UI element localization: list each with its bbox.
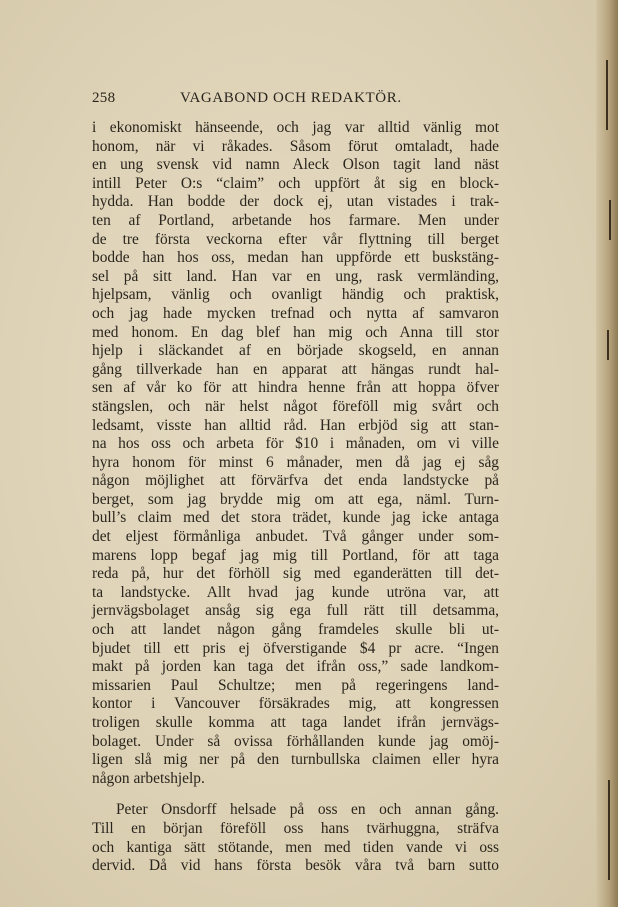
text-line: Till en början föreföll oss hans tvärhuggna, sträfva <box>92 819 499 837</box>
body-text <box>92 119 499 876</box>
text-line: makt på jorden kan taga det ifrån oss,” sade landkom- <box>92 658 499 676</box>
text-line: hjelpsam, vänlig och ovanligt händig och praktisk, <box>92 286 499 304</box>
text-line: hydda. Han bodde der dock ej, utan vistades i trak- <box>92 193 499 211</box>
text-line: och jag hade mycken trefnad och nytta af samvaron <box>92 304 499 322</box>
text-line: dervid. Då vid hans första besök våra två barn sutto <box>92 857 499 875</box>
text-line: någon arbetshjelp. <box>92 769 205 787</box>
gutter-mark <box>607 330 609 360</box>
text-line: kontor i Vancouver försäkrades mig, att kongressen <box>92 695 499 713</box>
text-line: ta landstycke. Allt hvad jag kunde utröna var, att <box>92 583 499 601</box>
text-line: jernvägsbolaget ansåg sig ega full rätt till detsamma, <box>92 602 499 620</box>
text-line: honom, när vi råkades. Såsom förut omtaladt, hade <box>92 137 499 155</box>
text-line: en ung svensk vid namn Aleck Olson tagit land näst <box>92 156 499 174</box>
text-line: berget, som jag brydde mig om att ega, näml. Turn- <box>92 490 499 508</box>
text-line: ten af Portland, arbetande hos farmare. Men under <box>92 211 499 229</box>
page-header <box>92 90 522 110</box>
page-number: 258 <box>92 90 116 106</box>
text-line: Peter Onsdorff helsade på oss en och annan gång. <box>116 801 499 819</box>
text-line: stängslen, och när helst något föreföll mig svårt och <box>92 397 499 415</box>
text-line: någon möjlighet att förvärfva det enda landstycke på <box>92 472 499 490</box>
text-line: bjudet till ett pris ej öfverstigande $4 pr acre. “Ingen <box>92 639 499 657</box>
running-title: VAGABOND OCH REDAKTÖR. <box>180 90 402 106</box>
text-line: ligen slå mig ner på den turnbullska claimen eller hyra <box>92 751 499 769</box>
text-line: sel på sitt land. Han var en ung, rask vermländing, <box>92 267 499 285</box>
text-line: hyra honom för minst 6 månader, men då jag ej såg <box>92 453 499 471</box>
page-gutter <box>596 0 618 907</box>
text-line: na hos oss och arbeta för $10 i månaden, om vi ville <box>92 435 499 453</box>
text-line: ledsamt, visste han alltid råd. Han erbjöd sig att stan- <box>92 416 499 434</box>
text-line: bodde han hos oss, medan han uppförde ett buskstäng- <box>92 249 499 267</box>
text-line: med honom. En dag blef han mig och Anna till stor <box>92 323 499 341</box>
text-line: intill Peter O:s “claim” och uppfört åt sig en block- <box>92 174 499 192</box>
text-line: bolaget. Under så ovissa förhållanden kunde jag omöj- <box>92 732 499 750</box>
text-line: reda på, hur det förhöll sig med eganderätten till det- <box>92 565 499 583</box>
gutter-mark <box>608 780 610 880</box>
text-line: missarien Paul Schultze; men på regeringens land- <box>92 676 499 694</box>
text-line: marens lopp begaf jag mig till Portland, för att taga <box>92 546 499 564</box>
text-line: bull’s claim med det stora trädet, kunde jag icke antaga <box>92 509 499 527</box>
paragraph <box>92 119 499 788</box>
text-line: troligen skulle komma att taga landet ifrån jernvägs- <box>92 714 499 731</box>
text-line: och att landet någon gång framdeles skulle bli ut- <box>92 621 499 639</box>
text-line: det eljest förmånliga anbudet. Två gånger under som- <box>92 528 499 546</box>
text-line: i ekonomiskt hänseende, och jag var alltid vänlig mot <box>92 119 499 136</box>
text-line: gång tillverkade han en apparat att hängas rundt hal- <box>92 360 499 378</box>
text-line: de tre första veckorna efter vår flyttning till berget <box>92 230 499 248</box>
text-line: och kantiga sätt stötande, men med tiden vande vi oss <box>92 838 499 856</box>
paragraph-gap <box>92 788 499 801</box>
gutter-mark <box>606 60 608 130</box>
paragraph <box>92 801 499 875</box>
text-line: hjelp i släckandet af en började skogseld, en annan <box>92 342 499 360</box>
text-line: sen af vår ko för att hindra henne från att hoppa öfver <box>92 379 499 397</box>
gutter-mark <box>609 200 611 240</box>
